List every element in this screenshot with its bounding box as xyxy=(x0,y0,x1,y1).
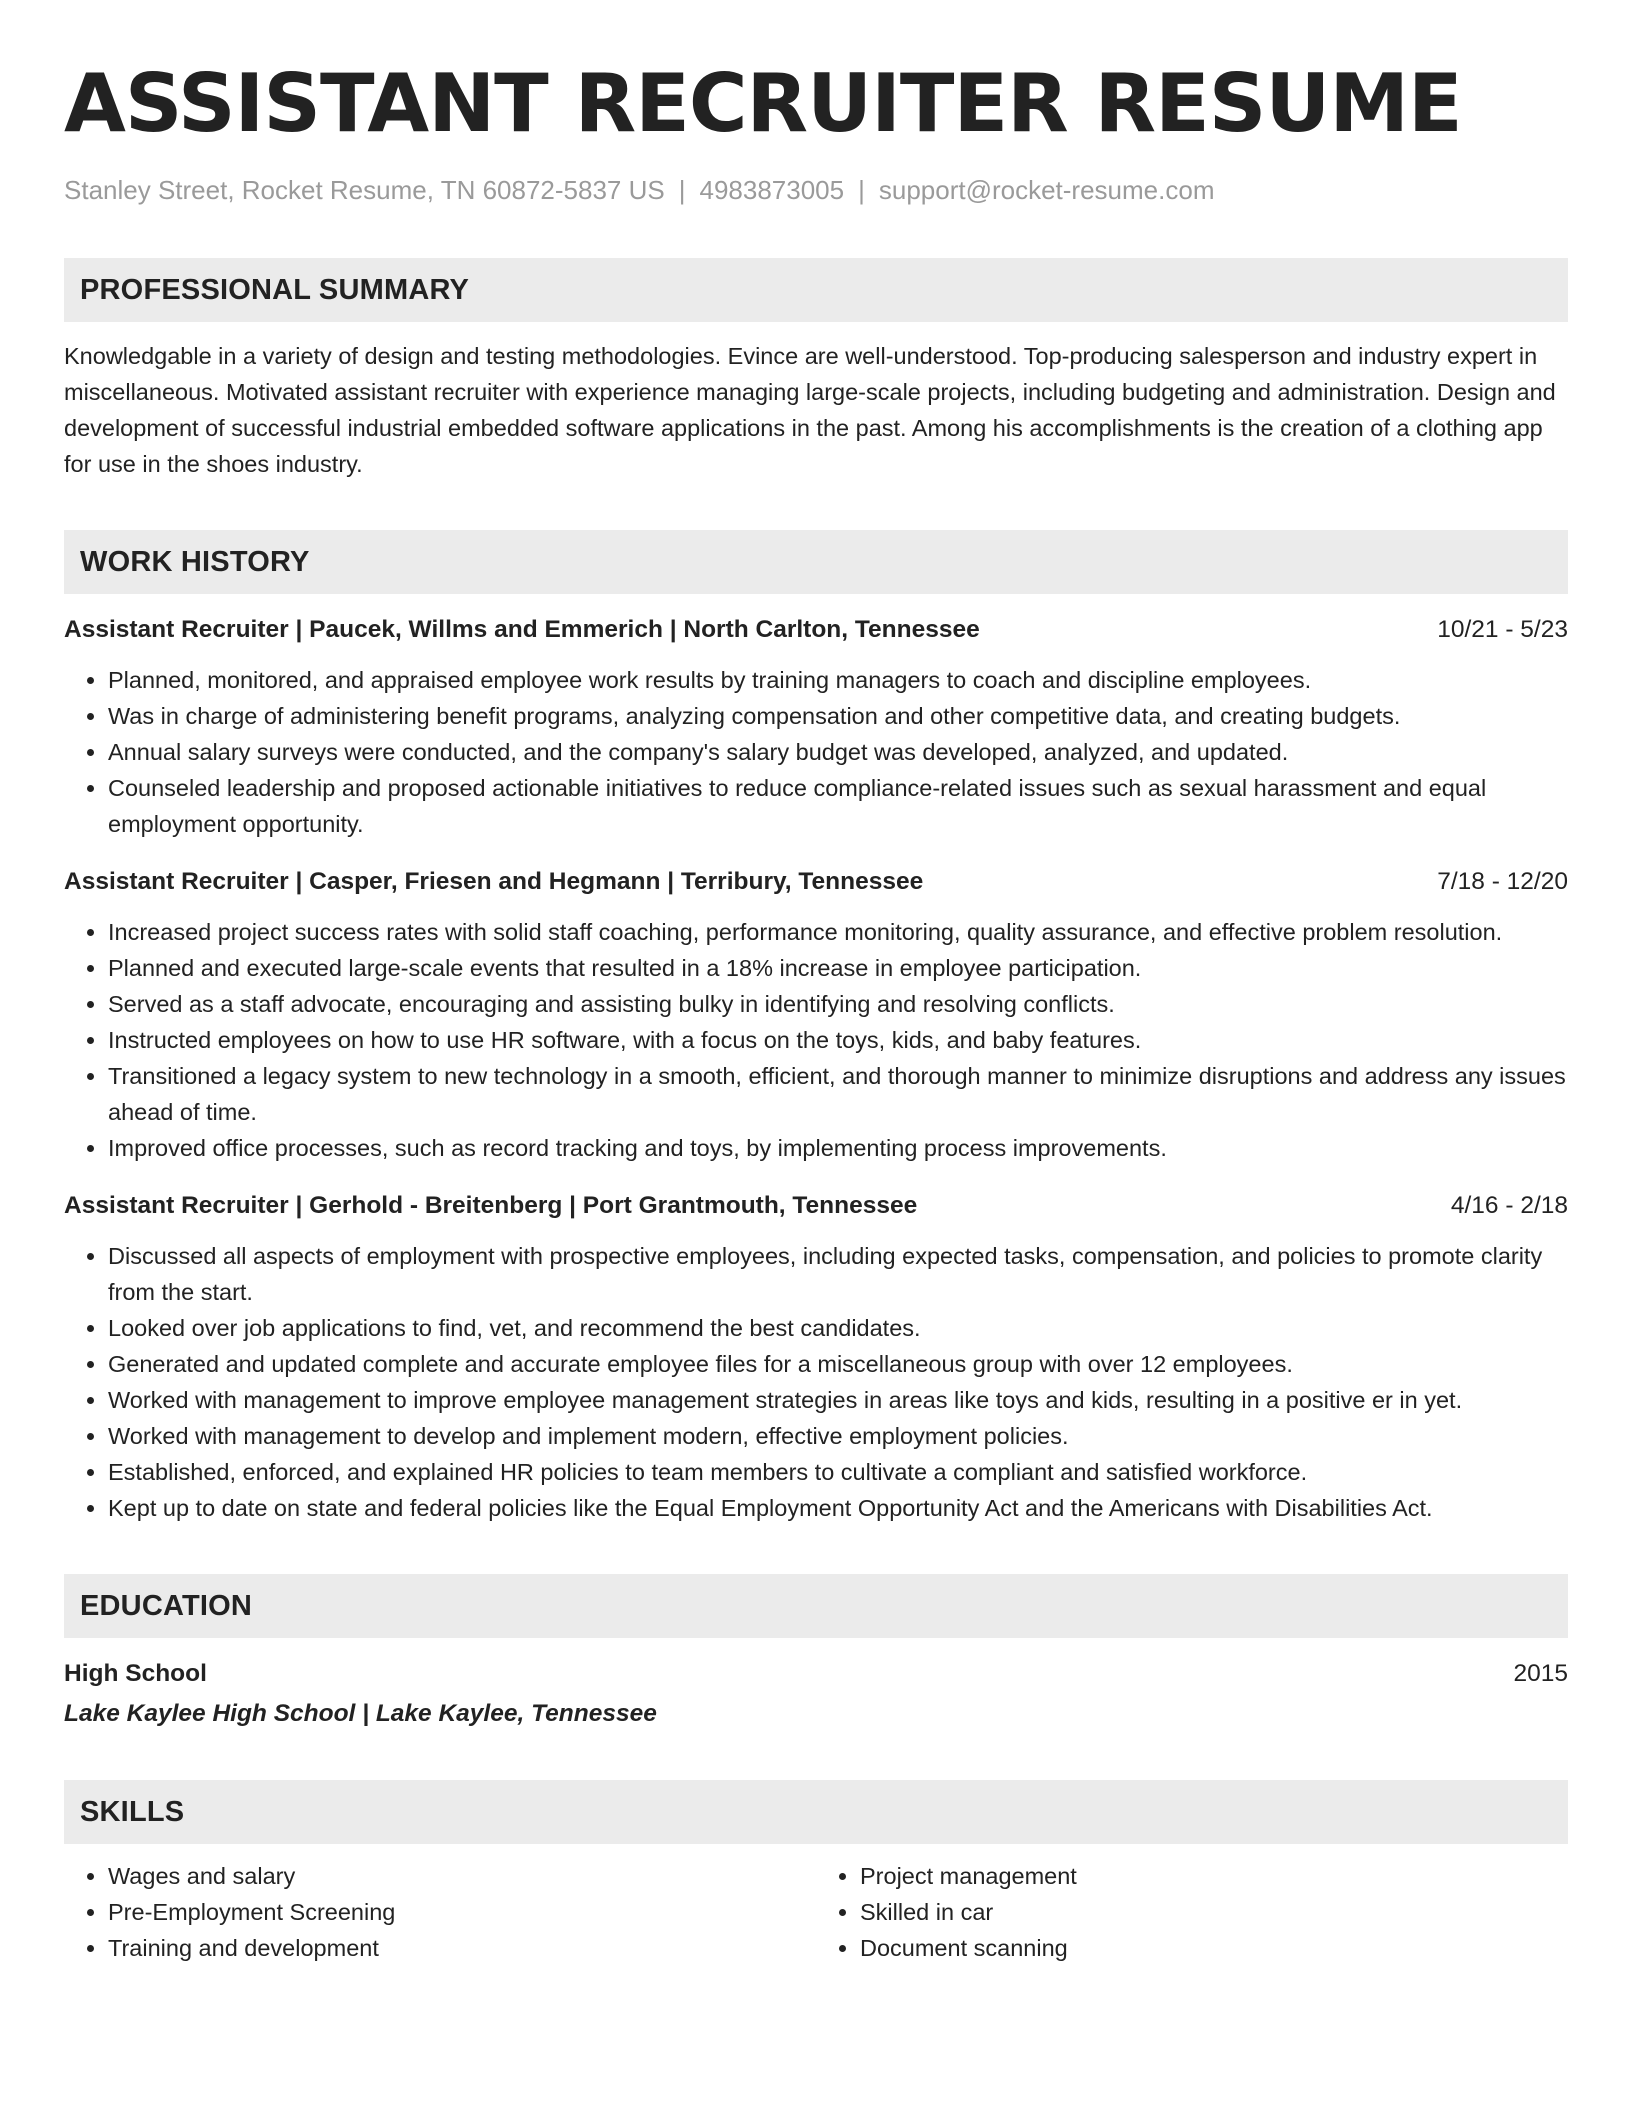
section-heading-education: EDUCATION xyxy=(64,1574,1568,1638)
job-bullet: • Established, enforced, and explained HR policies to team members to cultivate a compliant and satisfied workforce. xyxy=(108,1454,1568,1490)
contact-line xyxy=(64,174,1568,206)
contact-email: support@rocket-resume.com xyxy=(878,175,1215,205)
job-title: Assistant Recruiter | Gerhold - Breitenberg | Port Grantmouth, Tennessee xyxy=(64,1192,918,1219)
contact-separator: | xyxy=(858,175,865,205)
job-bullet: • Counseled leadership and proposed actionable initiatives to reduce compliance-related issues such as sexual harassment and equal employment opportunity. xyxy=(108,770,1568,842)
job-bullet: • Kept up to date on state and federal policies like the Equal Employment Opportunity Act and the Americans with Disabilities Act. xyxy=(108,1490,1568,1526)
contact-address: Stanley Street, Rocket Resume, TN 60872-5837 US xyxy=(64,175,665,205)
job-bullet: • Increased project success rates with solid staff coaching, performance monitoring, quality assurance, and effective problem resolution. xyxy=(108,914,1568,950)
job-bullet: • Worked with management to improve employee management strategies in areas like toys and kids, resulting in a positive er in yet. xyxy=(108,1382,1568,1418)
job-bullet: • Worked with management to develop and implement modern, effective employment policies. xyxy=(108,1418,1568,1454)
job-bullets xyxy=(64,662,1568,842)
skill-item: • Pre-Employment Screening xyxy=(108,1894,816,1930)
contact-separator: | xyxy=(678,175,686,205)
job-bullets xyxy=(64,1238,1568,1526)
job-bullet: • Was in charge of administering benefit programs, analyzing compensation and other competitive data, and creating budgets. xyxy=(108,698,1568,734)
job-bullets xyxy=(64,914,1568,1166)
job-bullet: • Planned, monitored, and appraised employee work results by training managers to coach and discipline employees. xyxy=(108,662,1568,698)
section-heading-summary: PROFESSIONAL SUMMARY xyxy=(64,258,1568,322)
section-heading-work-history: WORK HISTORY xyxy=(64,530,1568,594)
job-bullet: • Served as a staff advocate, encouraging and assisting bulky in identifying and resolving conflicts. xyxy=(108,986,1568,1022)
job-header xyxy=(64,612,1568,648)
skill-item: • Wages and salary xyxy=(108,1858,816,1894)
job-title: Assistant Recruiter | Paucek, Willms and Emmerich | North Carlton, Tennessee xyxy=(64,616,980,643)
job-entry xyxy=(64,1188,1568,1526)
job-bullet: • Instructed employees on how to use HR software, with a focus on the toys, kids, and baby features. xyxy=(108,1022,1568,1058)
resume-title: ASSISTANT RECRUITER RESUME xyxy=(64,57,1462,150)
education-header xyxy=(64,1656,1568,1692)
contact-phone: 4983873005 xyxy=(699,175,845,205)
job-dates: 7/18 - 12/20 xyxy=(1437,868,1568,895)
job-dates: 4/16 - 2/18 xyxy=(1450,1192,1568,1219)
education-entry xyxy=(64,1656,1568,1732)
job-bullet: • Planned and executed large-scale events that resulted in a 18% increase in employee participation. xyxy=(108,950,1568,986)
education-year: 2015 xyxy=(1513,1660,1568,1687)
skills-list xyxy=(64,1858,1568,1966)
education-degree: High School xyxy=(64,1660,207,1687)
job-bullet: • Looked over job applications to find, vet, and recommend the best candidates. xyxy=(108,1310,1568,1346)
education-school: Lake Kaylee High School | Lake Kaylee, Tennessee xyxy=(64,1700,657,1727)
job-bullet: • Improved office processes, such as record tracking and toys, by implementing process improvements. xyxy=(108,1130,1568,1166)
job-bullet: • Transitioned a legacy system to new technology in a smooth, efficient, and thorough manner to minimize disruptions and address any issues ahead of time. xyxy=(108,1058,1568,1130)
job-title: Assistant Recruiter | Casper, Friesen and Hegmann | Terribury, Tennessee xyxy=(64,868,924,895)
skills-column-right xyxy=(816,1858,1568,1966)
job-dates: 10/21 - 5/23 xyxy=(1437,616,1568,643)
section-heading-skills: SKILLS xyxy=(64,1780,1568,1844)
job-entry xyxy=(64,612,1568,842)
skill-item: • Skilled in car xyxy=(860,1894,1568,1930)
skill-item: • Project management xyxy=(860,1858,1568,1894)
job-bullet: • Discussed all aspects of employment with prospective employees, including expected tasks, compensation, and policies to promote clarity from the start. xyxy=(108,1238,1568,1310)
job-header xyxy=(64,864,1568,900)
skill-item: • Document scanning xyxy=(860,1930,1568,1966)
job-bullet: • Annual salary surveys were conducted, and the company's salary budget was developed, analyzed, and updated. xyxy=(108,734,1568,770)
summary-text: Knowledgable in a variety of design and testing methodologies. Evince are well-understood. Top-producing salesperson and industry expert in miscellaneous. Motivated assistant recruiter with experience managing large-scale projects, including budgeting and administration. Design and development of successful industrial embedded software applications in the past. Among his accomplishments is the creation of a clothing app for use in the shoes industry. xyxy=(64,343,1556,477)
skills-column-left xyxy=(64,1858,816,1966)
skill-item: • Training and development xyxy=(108,1930,816,1966)
job-header xyxy=(64,1188,1568,1224)
job-bullet: • Generated and updated complete and accurate employee files for a miscellaneous group with over 12 employees. xyxy=(108,1346,1568,1382)
job-entry xyxy=(64,864,1568,1166)
